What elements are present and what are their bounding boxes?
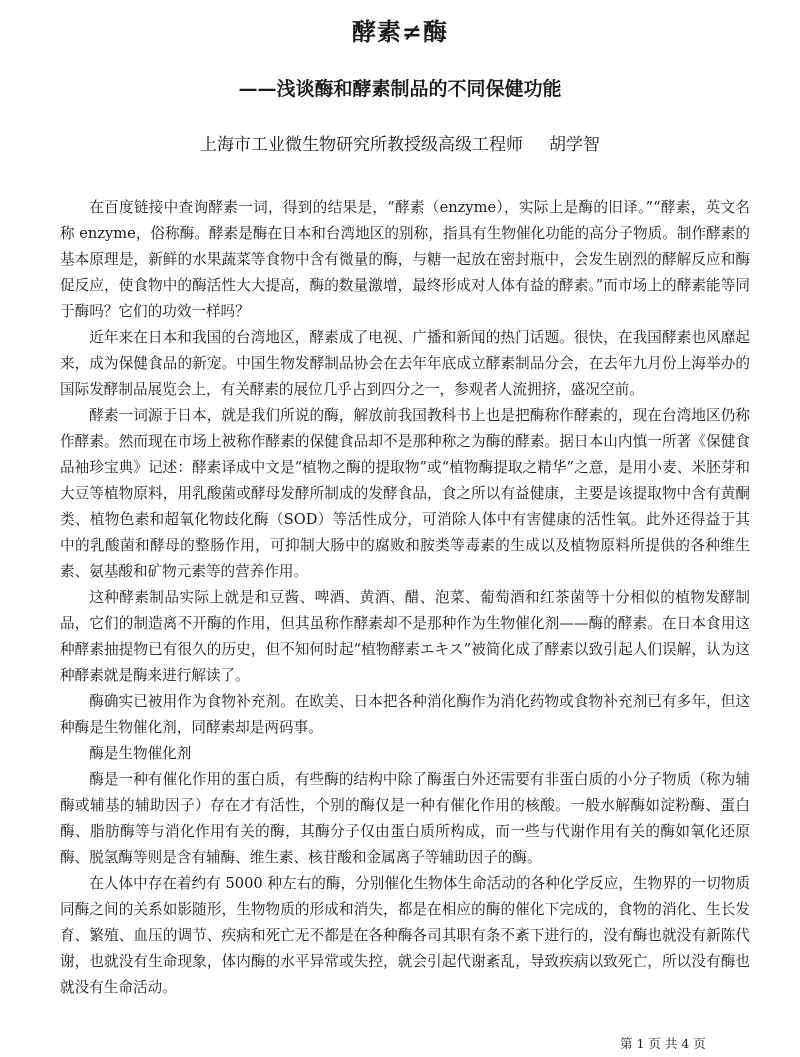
author-line (0, 130, 800, 155)
paragraph: 在人体中存在着约有 5000 种左右的酶，分别催化生物体生命活动的各种化学反应，生物界的一切物质同酶之间的关系如影随形，生物物质的形成和消失，都是在相应的酶的催化下完成的，食物的消化、生长发育、繁殖、血压的调节、疾病和死亡无不都是在各种酶各司其职有条不紊下进行的，没有酶也就没有新陈代谢，也就没有生命现象，体内酶的水平异常或失控，就会引起代谢紊乱，导致疾病以致死亡，所以没有酶也就没有生命活动。 (60, 875, 750, 996)
author-name: 胡学智 (549, 135, 600, 155)
paragraph: 这种酵素制品实际上就是和豆酱、啤酒、黄酒、醋、泡菜、葡萄酒和红茶菌等十分相似的植物发酵制品，它们的制造离不开酶的作用，但其虽称作酵素却不是那种作为生物催化剂——酶的酵素。在日本食用这种酵素抽提物已有很久的历史，但不知何时起“植物酵素エキス”被简化成了酵素以致引起人们误解，认为这种酵素就是酶来进行解读了。 (60, 589, 750, 684)
paragraph: 酶确实已被用作为食物补充剂。在欧美、日本把各种消化酶作为消化药物或食物补充剂已有多年，但这种酶是生物催化剂，同酵素却是两码事。 (60, 693, 750, 736)
paragraph: 在百度链接中查询酵素一词，得到的结果是，“酵素（enzyme），实际上是酶的旧译。”“酵素，英文名称 enzyme，俗称酶。酵素是酶在日本和台湾地区的别称，指具有生物催化功能的高分子物质。制作酵素的基本原理是，新鲜的水果蔬菜等食物中含有微量的酶，与糖一起放在密封瓶中，会发生剧烈的酵解反应和酶促反应，使食物中的酶活性大大提高，酶的数量激增，最终形成对人体有益的酵素。”而市场上的酵素能等同于酶吗？它们的功效一样吗？ (60, 199, 750, 320)
article-body (60, 195, 750, 1001)
document-title: 酵素≠酶 (351, 17, 449, 46)
page-footer: 第 1 页 共 4 页 (620, 1036, 706, 1051)
paragraph: 酶是一种有催化作用的蛋白质，有些酶的结构中除了酶蛋白外还需要有非蛋白质的小分子物质（称为辅酶或辅基的辅助因子）存在才有活性，个别的酶仅是一种有催化作用的核酸。一般水解酶如淀粉酶、蛋白酶、脂肪酶等与消化作用有关的酶，其酶分子仅由蛋白质所构成，而一些与代谢作用有关的酶如氧化还原酶、脱氢酶等则是含有辅酶、维生素、核苷酸和金属离子等辅助因子的酶。 (60, 771, 750, 866)
paragraph: 酵素一词源于日本，就是我们所说的酶，解放前我国教科书上也是把酶称作酵素的，现在台湾地区仍称作酵素。然而现在市场上被称作酵素的保健食品却不是那种称之为酶的酵素。据日本山内慎一所著《保健食品袖珍宝典》记述：酵素译成中文是“植物之酶的提取物”或“植物酶提取之精华”之意，是用小麦、米胚芽和大豆等植物原料，用乳酸菌或酵母发酵所制成的发酵食品，食之所以有益健康，主要是该提取物中含有黄酮类、植物色素和超氧化物歧化酶（SOD）等活性成分，可消除人体中有害健康的活性氧。此外还得益于其中的乳酸菌和酵母的整肠作用，可抑制大肠中的腐败和胺类等毒素的生成以及植物原料所提供的各种维生素、氨基酸和矿物元素等的营养作用。 (60, 407, 750, 580)
author-affiliation: 上海市工业微生物研究所教授级高级工程师 (200, 135, 523, 155)
paragraph: 近年来在日本和我国的台湾地区，酵素成了电视、广播和新闻的热门话题。很快，在我国酵素也风靡起来，成为保健食品的新宠。中国生物发酵制品协会在去年年底成立酵素制品分会，在去年九月份上海举办的国际发酵制品展览会上，有关酵素的展位几乎占到四分之一，参观者人流拥挤，盛况空前。 (60, 329, 750, 398)
section-heading: 酶是生物催化剂 (89, 745, 192, 762)
document-subtitle: ——浅谈酶和酵素制品的不同保健功能 (238, 78, 562, 100)
